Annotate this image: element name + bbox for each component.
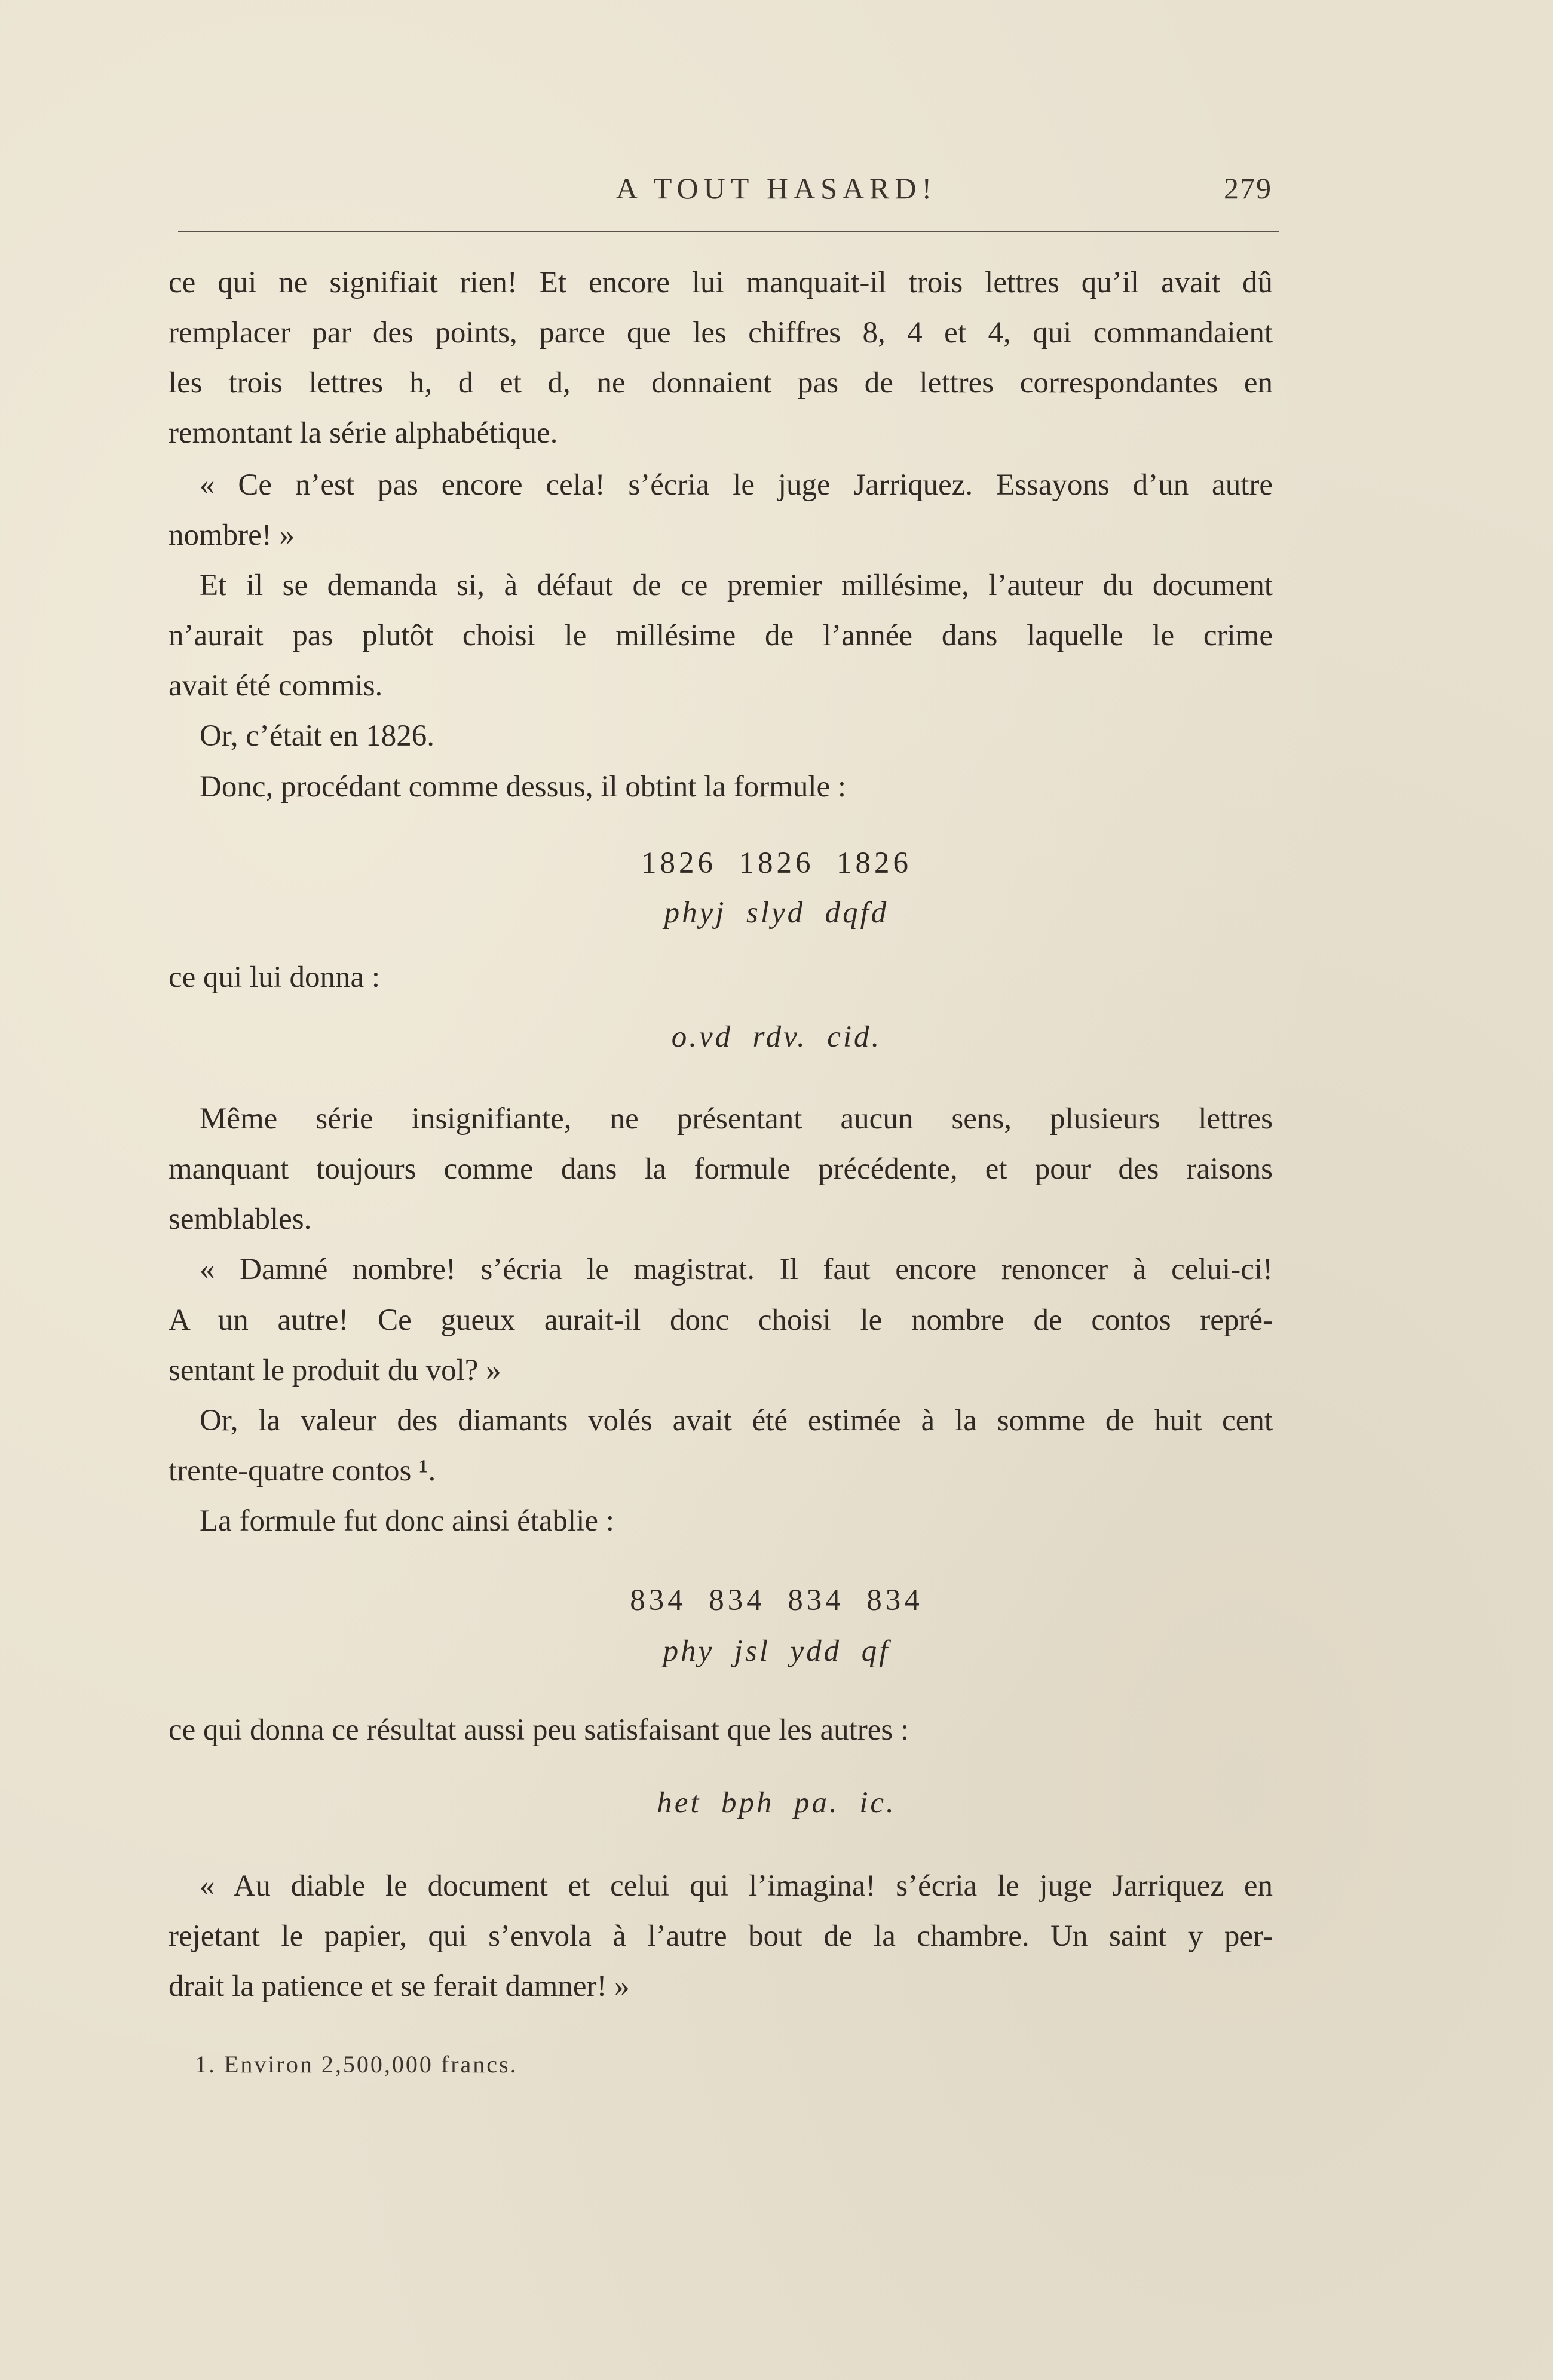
formula-letters: phy jsl ydd qf: [663, 1634, 890, 1668]
text-line: rejetant le papier, qui s’envola à l’autre bout de la chambre. Un saint y per-: [169, 1919, 1273, 1953]
formula-letters: phyj slyd dqfd: [664, 896, 889, 930]
text-line: nombre! »: [169, 519, 295, 552]
text-line: remontant la série alphabétique.: [169, 416, 558, 450]
text-line: Donc, procédant comme dessus, il obtint la formule :: [200, 770, 847, 803]
text-line: drait la patience et se ferait damner! »: [169, 1970, 630, 2003]
text-line: les trois lettres h, d et d, ne donnaient pas de lettres correspondantes en: [169, 366, 1273, 400]
formula-result: het bph pa. ic.: [657, 1786, 896, 1820]
text-line: n’aurait pas plutôt choisi le millésime de l’année dans laquelle le crime: [169, 619, 1273, 652]
running-title: A TOUT HASARD!: [615, 171, 938, 205]
text-line: « Damné nombre! s’écria le magistrat. Il faut encore renoncer à celui-ci!: [200, 1253, 1273, 1286]
text-line: remplacer par des points, parce que les chiffres 8, 4 et 4, qui commandaient: [169, 316, 1273, 349]
page-number: 279: [1224, 171, 1272, 205]
text-line: « Ce n’est pas encore cela! s’écria le juge Jarriquez. Essayons d’un autre: [200, 468, 1273, 502]
text-line: ce qui ne signifiait rien! Et encore lui manquait-il trois lettres qu’il avait dû: [169, 266, 1273, 299]
text-line: La formule fut donc ainsi établie :: [200, 1504, 614, 1538]
text-line: « Au diable le document et celui qui l’imagina! s’écria le juge Jarriquez en: [200, 1869, 1273, 1903]
text-line: A un autre! Ce gueux aurait-il donc choisi le nombre de contos repré-: [169, 1304, 1273, 1337]
formula-result: o.vd rdv. cid.: [671, 1020, 882, 1054]
footnote: 1. Environ 2,500,000 francs.: [195, 2051, 518, 2078]
formula-numbers: 834 834 834 834: [630, 1584, 923, 1617]
text-line: semblables.: [169, 1203, 312, 1236]
text-line: Or, c’était en 1826.: [200, 719, 435, 753]
text-line: ce qui donna ce résultat aussi peu satisfaisant que les autres :: [169, 1713, 909, 1747]
text-line: Et il se demanda si, à défaut de ce premier millésime, l’auteur du document: [200, 569, 1273, 602]
text-line: trente-quatre contos ¹.: [169, 1454, 436, 1488]
text-line: manquant toujours comme dans la formule précédente, et pour des raisons: [169, 1152, 1273, 1186]
formula-numbers: 1826 1826 1826: [641, 847, 912, 880]
text-line: sentant le produit du vol? »: [169, 1354, 501, 1387]
text-line: avait été commis.: [169, 669, 383, 703]
header-rule: [178, 231, 1279, 232]
text-line: Or, la valeur des diamants volés avait été estimée à la somme de huit cent: [200, 1404, 1273, 1437]
text-line: Même série insignifiante, ne présentant aucun sens, plusieurs lettres: [200, 1102, 1273, 1136]
text-line: ce qui lui donna :: [169, 961, 381, 994]
